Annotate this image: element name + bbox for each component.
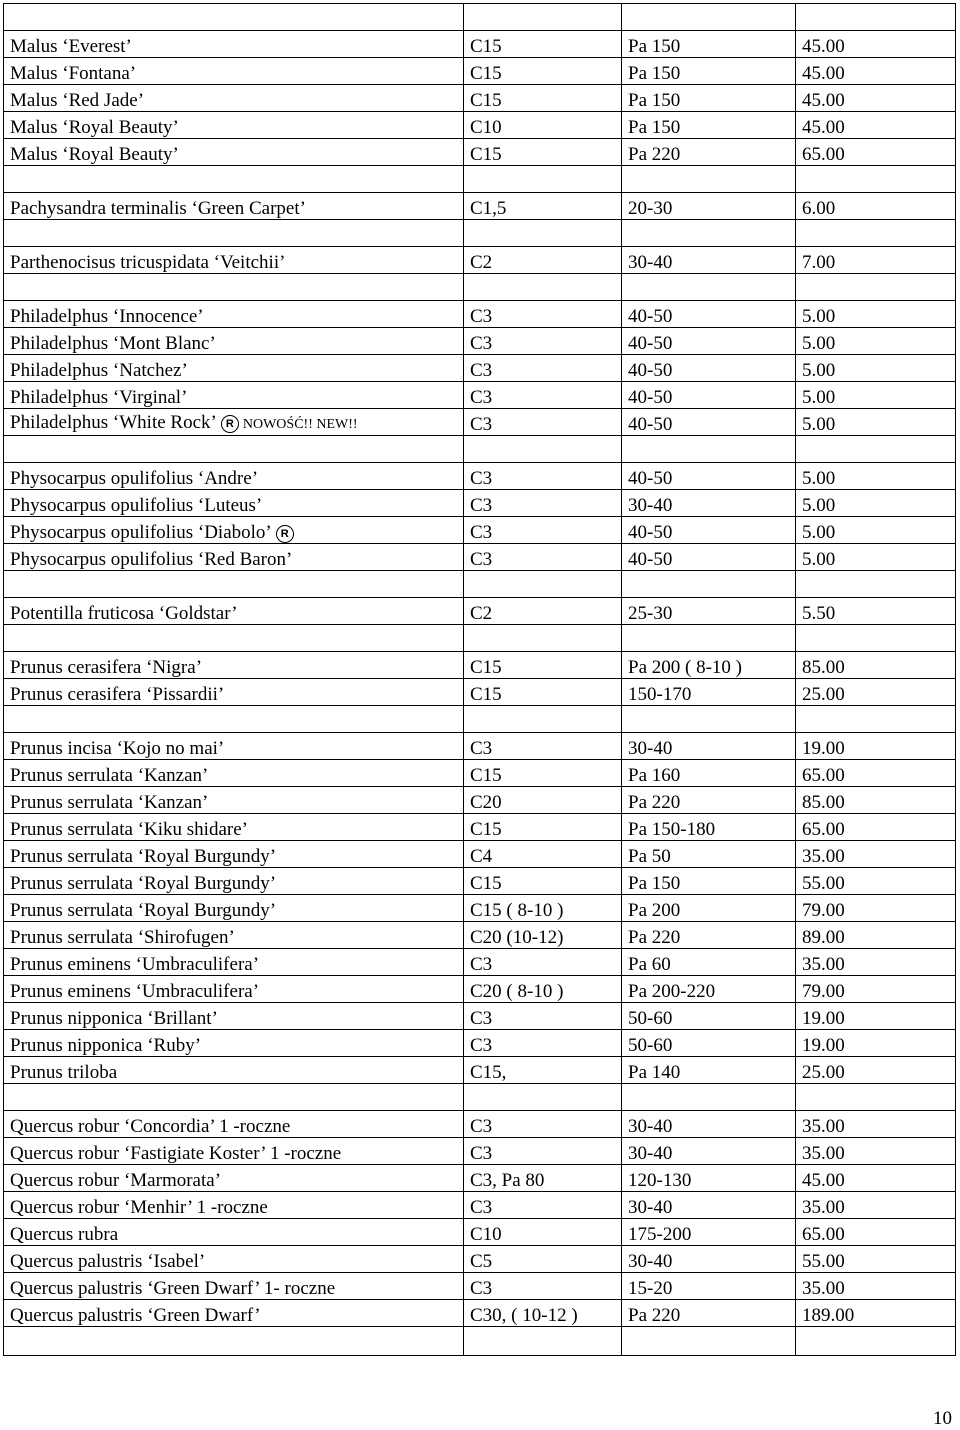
size-cell: Pa 140 (622, 1057, 796, 1084)
plant-name: Malus ‘Royal Beauty’ (10, 117, 179, 138)
plant-name-cell (4, 1219, 464, 1246)
container-cell: C3 (464, 463, 622, 490)
container-cell: C10 (464, 112, 622, 139)
container-cell: C3 (464, 490, 622, 517)
plant-name: Prunus triloba (10, 1062, 118, 1083)
size-cell: Pa 200-220 (622, 976, 796, 1003)
price-list-table (3, 3, 956, 1356)
plant-name-cell (4, 787, 464, 814)
table-row (4, 544, 956, 571)
plant-name: Potentilla fruticosa ‘Goldstar’ (10, 603, 238, 624)
table-spacer-row (4, 274, 956, 301)
plant-name-cell (4, 301, 464, 328)
table-row (4, 1300, 956, 1327)
table-row (4, 598, 956, 625)
empty-cell (796, 706, 956, 733)
size-cell: 30-40 (622, 1192, 796, 1219)
container-cell: C15 (464, 760, 622, 787)
empty-cell (4, 706, 464, 733)
empty-cell (622, 706, 796, 733)
size-cell: 50-60 (622, 1030, 796, 1057)
empty-cell (622, 436, 796, 463)
plant-name-cell (4, 868, 464, 895)
size-cell: 40-50 (622, 517, 796, 544)
table-row (4, 787, 956, 814)
plant-name-cell (4, 1300, 464, 1327)
container-cell: C1,5 (464, 193, 622, 220)
empty-cell (4, 625, 464, 652)
container-cell: C3 (464, 382, 622, 409)
price-cell: 35.00 (796, 1111, 956, 1138)
container-cell: C15 (464, 31, 622, 58)
size-cell: Pa 220 (622, 139, 796, 166)
size-cell: 50-60 (622, 1003, 796, 1030)
size-cell: 15-20 (622, 1273, 796, 1300)
size-cell: Pa 60 (622, 949, 796, 976)
table-row (4, 976, 956, 1003)
table-row (4, 841, 956, 868)
plant-name: Philadelphus ‘Mont Blanc’ (10, 333, 216, 354)
plant-name: Quercus palustris ‘Green Dwarf’ 1- roczne (10, 1278, 336, 1299)
table-row (4, 328, 956, 355)
size-cell: Pa 160 (622, 760, 796, 787)
table-row (4, 382, 956, 409)
size-cell: 175-200 (622, 1219, 796, 1246)
plant-name: Physocarpus opulifolius ‘Diabolo’ (10, 522, 272, 543)
plant-name: Prunus nipponica ‘Brillant’ (10, 1008, 218, 1029)
plant-name-cell (4, 733, 464, 760)
plant-name: Prunus cerasifera ‘Nigra’ (10, 657, 203, 678)
table-row (4, 355, 956, 382)
plant-name: Prunus serrulata ‘Kanzan’ (10, 792, 209, 813)
price-cell: 5.00 (796, 301, 956, 328)
size-cell: Pa 150 (622, 868, 796, 895)
table-spacer-row (4, 436, 956, 463)
empty-cell (464, 1084, 622, 1111)
plant-name-cell (4, 139, 464, 166)
table-row (4, 1219, 956, 1246)
page-number: 10 (933, 1408, 952, 1429)
table-spacer-row (4, 220, 956, 247)
price-cell: 79.00 (796, 976, 956, 1003)
empty-cell (464, 571, 622, 598)
container-cell: C4 (464, 841, 622, 868)
container-cell: C15 (464, 814, 622, 841)
empty-cell (622, 274, 796, 301)
plant-name-cell (4, 1111, 464, 1138)
price-cell: 55.00 (796, 1246, 956, 1273)
table-row (4, 1030, 956, 1057)
table-spacer-row (4, 706, 956, 733)
empty-cell (4, 166, 464, 193)
price-cell: 35.00 (796, 1273, 956, 1300)
plant-name-cell (4, 760, 464, 787)
empty-cell (464, 220, 622, 247)
empty-cell (464, 166, 622, 193)
size-cell: 30-40 (622, 733, 796, 760)
price-cell: 35.00 (796, 1192, 956, 1219)
plant-name-cell (4, 949, 464, 976)
container-cell: C20 (10-12) (464, 922, 622, 949)
table-row (4, 139, 956, 166)
plant-name-cell (4, 976, 464, 1003)
container-cell: C15 ( 8-10 ) (464, 895, 622, 922)
empty-cell (622, 166, 796, 193)
table-row (4, 301, 956, 328)
plant-name: Pachysandra terminalis ‘Green Carpet’ (10, 198, 306, 219)
price-cell: 5.50 (796, 598, 956, 625)
size-cell: Pa 220 (622, 787, 796, 814)
empty-cell (622, 1327, 796, 1356)
price-cell: 5.00 (796, 409, 956, 436)
plant-name: Prunus serrulata ‘Shirofugen’ (10, 927, 235, 948)
plant-name: Prunus nipponica ‘Ruby’ (10, 1035, 202, 1056)
plant-name: Prunus serrulata ‘Royal Burgundy’ (10, 900, 277, 921)
table-row (4, 1273, 956, 1300)
plant-name-cell (4, 490, 464, 517)
empty-cell (464, 1327, 622, 1356)
plant-name-cell (4, 463, 464, 490)
container-cell: C15 (464, 58, 622, 85)
plant-name: Quercus robur ‘Menhir’ 1 -roczne (10, 1197, 268, 1218)
size-cell: 40-50 (622, 409, 796, 436)
empty-cell (622, 4, 796, 31)
plant-name: Malus ‘Fontana’ (10, 63, 137, 84)
empty-cell (796, 436, 956, 463)
price-cell: 5.00 (796, 544, 956, 571)
price-cell: 45.00 (796, 85, 956, 112)
size-cell: 30-40 (622, 1246, 796, 1273)
container-cell: C15 (464, 652, 622, 679)
plant-name: Quercus palustris ‘Green Dwarf’ (10, 1305, 261, 1326)
plant-name-cell (4, 112, 464, 139)
size-cell: 40-50 (622, 382, 796, 409)
price-cell: 65.00 (796, 760, 956, 787)
table-row (4, 1138, 956, 1165)
price-cell: 79.00 (796, 895, 956, 922)
empty-cell (796, 1084, 956, 1111)
table-spacer-row (4, 166, 956, 193)
table-row (4, 490, 956, 517)
price-cell: 85.00 (796, 652, 956, 679)
container-cell: C3 (464, 301, 622, 328)
plant-name-cell (4, 922, 464, 949)
container-cell: C3 (464, 1111, 622, 1138)
price-cell: 5.00 (796, 463, 956, 490)
container-cell: C3 (464, 355, 622, 382)
plant-name-cell (4, 1165, 464, 1192)
table-header-spacer-row (4, 4, 956, 31)
price-cell: 35.00 (796, 841, 956, 868)
empty-cell (622, 625, 796, 652)
price-cell: 45.00 (796, 31, 956, 58)
plant-name-cell (4, 679, 464, 706)
plant-name-cell (4, 895, 464, 922)
container-cell: C3 (464, 517, 622, 544)
plant-name: Prunus serrulata ‘Royal Burgundy’ (10, 873, 277, 894)
plant-name: Prunus cerasifera ‘Pissardii’ (10, 684, 225, 705)
empty-cell (464, 706, 622, 733)
container-cell: C15 (464, 868, 622, 895)
table-row (4, 652, 956, 679)
empty-cell (796, 166, 956, 193)
table-row (4, 1057, 956, 1084)
empty-cell (464, 625, 622, 652)
size-cell: Pa 220 (622, 922, 796, 949)
price-cell: 85.00 (796, 787, 956, 814)
plant-name-cell (4, 1030, 464, 1057)
registered-mark-icon: R (221, 415, 239, 433)
empty-cell (796, 625, 956, 652)
size-cell: 30-40 (622, 490, 796, 517)
plant-name-cell (4, 814, 464, 841)
table-row (4, 760, 956, 787)
container-cell: C3 (464, 1273, 622, 1300)
price-cell: 45.00 (796, 1165, 956, 1192)
plant-name-cell (4, 355, 464, 382)
container-cell: C20 ( 8-10 ) (464, 976, 622, 1003)
price-cell: 19.00 (796, 733, 956, 760)
empty-cell (4, 220, 464, 247)
container-cell: C3, Pa 80 (464, 1165, 622, 1192)
price-cell: 65.00 (796, 139, 956, 166)
plant-name: Prunus serrulata ‘Kiku shidare’ (10, 819, 248, 840)
price-cell: 65.00 (796, 814, 956, 841)
table-row (4, 193, 956, 220)
empty-cell (464, 4, 622, 31)
size-cell: Pa 150 (622, 85, 796, 112)
container-cell: C3 (464, 1192, 622, 1219)
container-cell: C3 (464, 544, 622, 571)
size-cell: Pa 220 (622, 1300, 796, 1327)
plant-name-cell (4, 841, 464, 868)
table-row (4, 1003, 956, 1030)
plant-name-cell (4, 247, 464, 274)
price-cell: 35.00 (796, 1138, 956, 1165)
empty-cell (4, 4, 464, 31)
size-cell: Pa 150 (622, 58, 796, 85)
empty-cell (796, 1327, 956, 1356)
container-cell: C3 (464, 1003, 622, 1030)
container-cell: C3 (464, 1138, 622, 1165)
price-cell: 5.00 (796, 328, 956, 355)
table-spacer-row (4, 1084, 956, 1111)
size-cell: 30-40 (622, 247, 796, 274)
table-row (4, 517, 956, 544)
size-cell: 120-130 (622, 1165, 796, 1192)
plant-name-cell (4, 517, 464, 544)
empty-cell (4, 571, 464, 598)
price-cell: 45.00 (796, 58, 956, 85)
price-cell: 35.00 (796, 949, 956, 976)
price-cell: 65.00 (796, 1219, 956, 1246)
container-cell: C15, (464, 1057, 622, 1084)
empty-cell (622, 220, 796, 247)
table-row (4, 1192, 956, 1219)
plant-name: Philadelphus ‘Innocence’ (10, 306, 204, 327)
plant-name: Prunus eminens ‘Umbraculifera’ (10, 981, 260, 1002)
container-cell: C3 (464, 1030, 622, 1057)
empty-cell (796, 274, 956, 301)
plant-name: Prunus serrulata ‘Royal Burgundy’ (10, 846, 277, 867)
price-cell: 25.00 (796, 679, 956, 706)
price-cell: 189.00 (796, 1300, 956, 1327)
plant-name-cell (4, 328, 464, 355)
plant-name-cell (4, 31, 464, 58)
size-cell: 20-30 (622, 193, 796, 220)
plant-name: Prunus eminens ‘Umbraculifera’ (10, 954, 260, 975)
container-cell: C15 (464, 139, 622, 166)
size-cell: Pa 200 ( 8-10 ) (622, 652, 796, 679)
price-cell: 25.00 (796, 1057, 956, 1084)
container-cell: C15 (464, 679, 622, 706)
plant-name-cell (4, 1246, 464, 1273)
container-cell: C3 (464, 949, 622, 976)
table-row (4, 1165, 956, 1192)
plant-name-cell (4, 1057, 464, 1084)
container-cell: C3 (464, 328, 622, 355)
table-row (4, 1246, 956, 1273)
size-cell: 30-40 (622, 1138, 796, 1165)
plant-name-cell (4, 409, 464, 436)
price-cell: 19.00 (796, 1003, 956, 1030)
price-cell: 89.00 (796, 922, 956, 949)
table-row (4, 679, 956, 706)
size-cell: 25-30 (622, 598, 796, 625)
plant-name: Malus ‘Red Jade’ (10, 90, 145, 111)
price-cell: 5.00 (796, 517, 956, 544)
plant-name: Quercus palustris ‘Isabel’ (10, 1251, 206, 1272)
empty-cell (796, 4, 956, 31)
container-cell: C3 (464, 409, 622, 436)
plant-name-cell (4, 193, 464, 220)
container-cell: C15 (464, 85, 622, 112)
price-cell: 45.00 (796, 112, 956, 139)
price-cell: 7.00 (796, 247, 956, 274)
size-cell: Pa 150-180 (622, 814, 796, 841)
plant-name: Quercus robur ‘Fastigiate Koster’ 1 -roczne (10, 1143, 342, 1164)
empty-cell (4, 1327, 464, 1356)
table-row (4, 112, 956, 139)
empty-cell (796, 220, 956, 247)
size-cell: 40-50 (622, 544, 796, 571)
plant-name-cell (4, 1003, 464, 1030)
table-row (4, 733, 956, 760)
price-cell: 5.00 (796, 490, 956, 517)
table-row (4, 895, 956, 922)
price-cell: 5.00 (796, 382, 956, 409)
empty-cell (4, 1084, 464, 1111)
plant-name: Quercus robur ‘Marmorata’ (10, 1170, 222, 1191)
size-cell: Pa 150 (622, 112, 796, 139)
plant-name-cell (4, 1138, 464, 1165)
empty-cell (622, 571, 796, 598)
table-spacer-row (4, 571, 956, 598)
plant-name: Physocarpus opulifolius ‘Luteus’ (10, 495, 263, 516)
plant-name: Malus ‘Royal Beauty’ (10, 144, 179, 165)
table-row (4, 247, 956, 274)
plant-name-cell (4, 58, 464, 85)
plant-name: Philadelphus ‘Virginal’ (10, 387, 188, 408)
size-cell: Pa 50 (622, 841, 796, 868)
table-row (4, 85, 956, 112)
container-cell: C10 (464, 1219, 622, 1246)
empty-cell (622, 1084, 796, 1111)
container-cell: C2 (464, 247, 622, 274)
plant-name-cell (4, 1192, 464, 1219)
table-spacer-row (4, 625, 956, 652)
empty-cell (796, 571, 956, 598)
container-cell: C20 (464, 787, 622, 814)
size-cell: 40-50 (622, 328, 796, 355)
size-cell: Pa 200 (622, 895, 796, 922)
plant-name: Physocarpus opulifolius ‘Red Baron’ (10, 549, 293, 570)
new-variety-note: NOWOŚĆ!! NEW!! (242, 417, 358, 432)
table-row (4, 949, 956, 976)
plant-name: Parthenocisus tricuspidata ‘Veitchii’ (10, 252, 286, 273)
table-row (4, 31, 956, 58)
size-cell: Pa 150 (622, 31, 796, 58)
plant-name-cell (4, 652, 464, 679)
plant-name: Prunus incisa ‘Kojo no mai’ (10, 738, 225, 759)
size-cell: 150-170 (622, 679, 796, 706)
registered-mark-icon: R (276, 525, 294, 543)
price-cell: 5.00 (796, 355, 956, 382)
table-row (4, 814, 956, 841)
plant-name: Philadelphus ‘White Rock’ (10, 412, 217, 433)
table-spacer-row (4, 1327, 956, 1356)
price-cell: 19.00 (796, 1030, 956, 1057)
table-row (4, 463, 956, 490)
size-cell: 40-50 (622, 355, 796, 382)
container-cell: C30, ( 10-12 ) (464, 1300, 622, 1327)
plant-name-cell (4, 382, 464, 409)
plant-name-cell (4, 598, 464, 625)
plant-name: Physocarpus opulifolius ‘Andre’ (10, 468, 259, 489)
empty-cell (464, 274, 622, 301)
price-cell: 6.00 (796, 193, 956, 220)
empty-cell (4, 274, 464, 301)
plant-name-cell (4, 1273, 464, 1300)
size-cell: 30-40 (622, 1111, 796, 1138)
size-cell: 40-50 (622, 463, 796, 490)
plant-name-cell (4, 85, 464, 112)
table-row (4, 868, 956, 895)
empty-cell (4, 436, 464, 463)
size-cell: 40-50 (622, 301, 796, 328)
container-cell: C5 (464, 1246, 622, 1273)
plant-name: Philadelphus ‘Natchez’ (10, 360, 188, 381)
plant-name-cell (4, 544, 464, 571)
table-row (4, 922, 956, 949)
table-row (4, 409, 956, 436)
table-row (4, 1111, 956, 1138)
plant-name: Quercus robur ‘Concordia’ 1 -roczne (10, 1116, 291, 1137)
plant-name: Malus ‘Everest’ (10, 36, 132, 57)
table-row (4, 58, 956, 85)
container-cell: C3 (464, 733, 622, 760)
plant-name: Quercus rubra (10, 1224, 119, 1245)
empty-cell (464, 436, 622, 463)
container-cell: C2 (464, 598, 622, 625)
price-cell: 55.00 (796, 868, 956, 895)
plant-name: Prunus serrulata ‘Kanzan’ (10, 765, 209, 786)
